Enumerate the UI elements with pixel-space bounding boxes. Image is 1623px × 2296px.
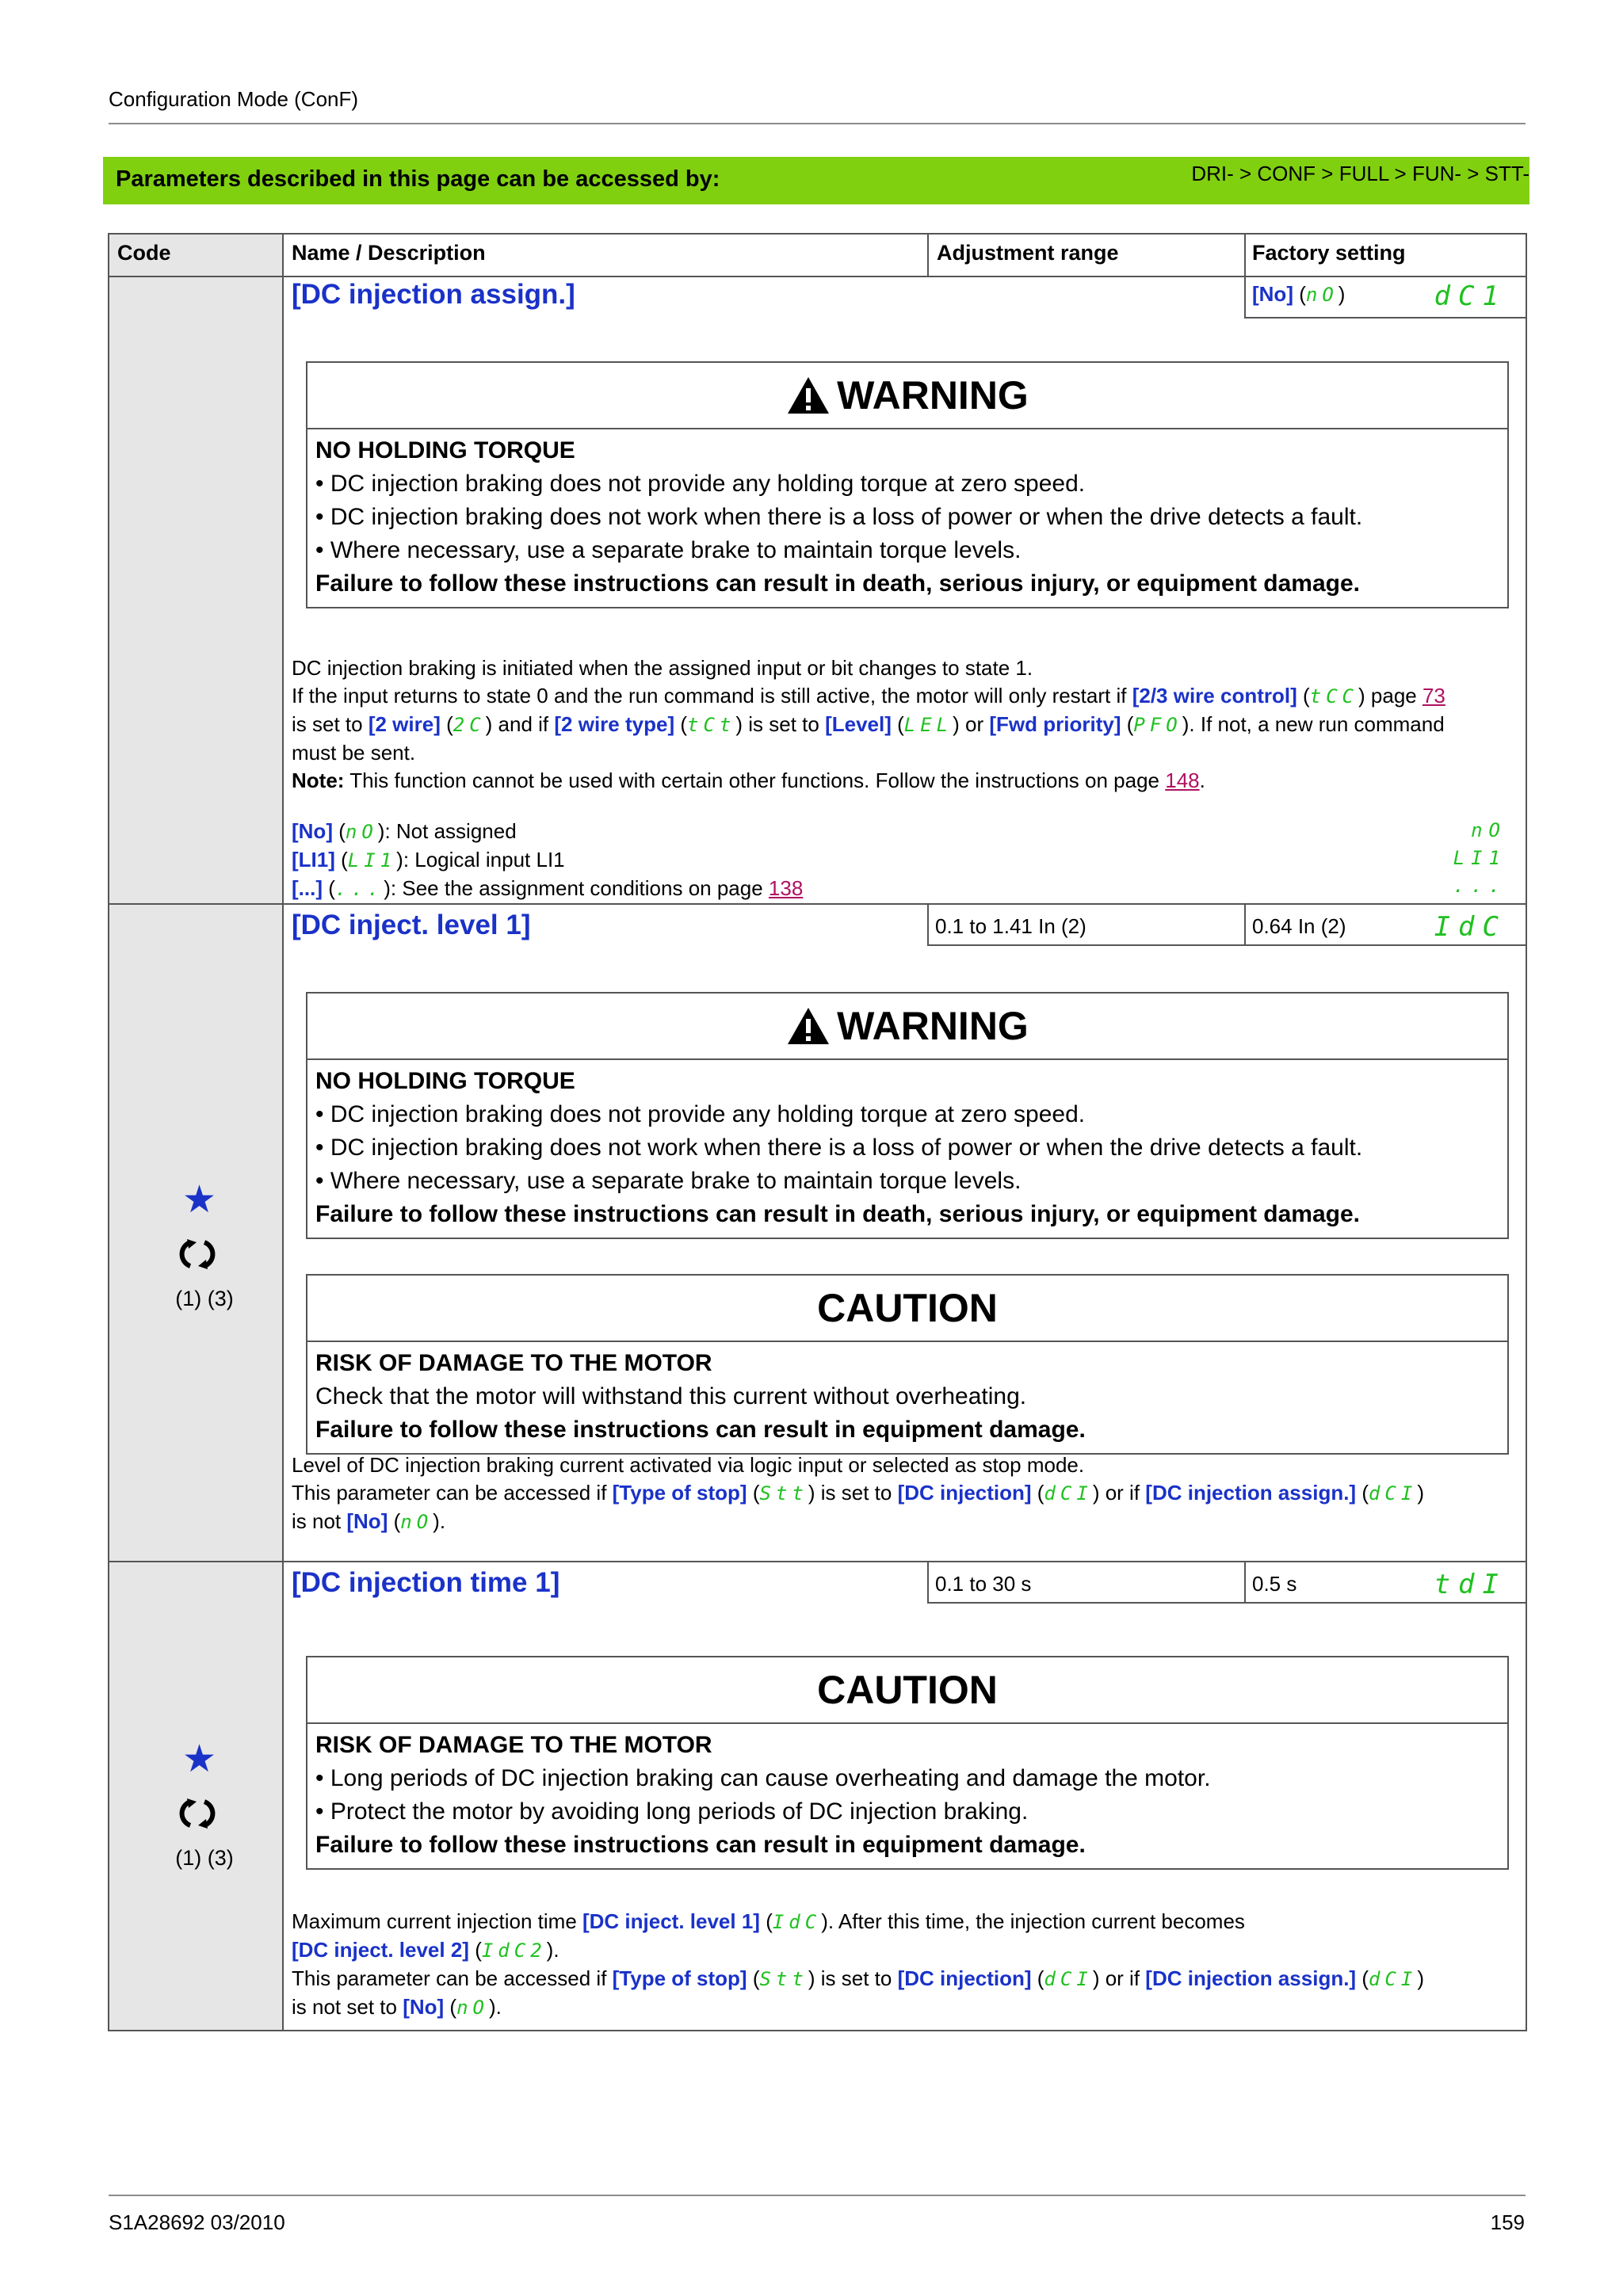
caution-line: • Protect the motor by avoiding long periods of DC injection braking. — [315, 1798, 1029, 1825]
warning-heading: NO HOLDING TORQUE — [315, 1068, 575, 1094]
access-bar-path: DRI- > CONF > FULL > FUN- > STT- — [1191, 162, 1529, 185]
desc-text: This parameter can be accessed if — [292, 1966, 613, 1990]
param-ref: [Level] — [825, 712, 892, 736]
code-ref: 2C — [453, 714, 486, 736]
page-header: Configuration Mode (ConF) — [109, 87, 359, 111]
factory-cell-divider — [1244, 1562, 1246, 1604]
desc-text: . After this time, the injection current becomes — [827, 1909, 1245, 1933]
factory-cell-bottom — [1244, 317, 1527, 318]
desc-text: is set to — [815, 1966, 898, 1990]
desc-text: This function cannot be used with certain other functions. Follow the instructions on page — [344, 769, 1166, 792]
desc-text: or — [959, 712, 990, 736]
caution-heading: RISK OF DAMAGE TO THE MOTOR — [315, 1350, 712, 1376]
adjustment-range-tdi: 0.1 to 30 s — [935, 1572, 1032, 1596]
note-label: Note: — [292, 769, 345, 792]
note-reference: (1) (3) — [175, 1287, 234, 1310]
param-ref: [2 wire type] — [554, 712, 675, 736]
param-code-dc1: dC1 — [1434, 280, 1507, 312]
range-cell-divider — [927, 905, 929, 946]
caution-line: Check that the motor will withstand this current without overheating. — [315, 1383, 1027, 1409]
desc-line — [292, 767, 1520, 795]
warning-box-2 — [306, 992, 1509, 1239]
column-header-factory: Factory setting — [1252, 241, 1406, 265]
desc-text: . — [439, 1509, 446, 1533]
footer-doc-id: S1A28692 03/2010 — [109, 2210, 285, 2234]
code-ref: IdC2 — [481, 1939, 547, 1962]
desc-text: is set to — [292, 712, 369, 736]
desc-text: . If not, a new run command — [1189, 712, 1445, 736]
option-item: [LI1] (LI1): Logical input LI1 — [292, 848, 565, 871]
refresh-icon — [179, 1795, 216, 1832]
paren-close: ) — [1338, 282, 1346, 306]
desc-text: or if — [1099, 1481, 1146, 1505]
footer-page-number: 159 — [1490, 2210, 1525, 2234]
desc-text: is not — [292, 1509, 347, 1533]
factory-setting-tdi: 0.5 s — [1252, 1572, 1297, 1596]
page-link[interactable]: 73 — [1422, 684, 1445, 707]
code-ref: dCI — [1368, 1482, 1418, 1505]
header-divider-range — [927, 235, 929, 277]
param-ref: [Type of stop] — [612, 1481, 747, 1505]
param-ref: [Type of stop] — [612, 1966, 747, 1990]
desc-text: or if — [1099, 1966, 1146, 1990]
param-ref: [Fwd priority] — [989, 712, 1121, 736]
warning-line: • DC injection braking does not provide any holding torque at zero speed. — [315, 471, 1086, 497]
warning-triangle-icon — [786, 376, 831, 415]
caution-box-1 — [306, 1274, 1509, 1455]
param-description-dc1 — [292, 654, 1520, 795]
code-ref: tCt — [687, 714, 736, 736]
param-name-dc-injection-assign: [DC injection assign.] — [292, 279, 575, 310]
desc-line: [DC inject. level 2] (IdC2). — [292, 1938, 559, 1962]
option-list — [292, 818, 1520, 903]
warning-footer: Failure to follow these instructions can result in death, serious injury, or equipment damage. — [315, 570, 1361, 597]
param-description-tdi — [292, 1908, 1520, 2022]
code-ref: Stt — [759, 1482, 808, 1505]
warning-line: • DC injection braking does not work when there is a loss of power or when the drive detects a fault. — [315, 1135, 1363, 1161]
param-ref: [DC injection] — [897, 1966, 1032, 1990]
code-ref: IdC — [772, 1911, 822, 1933]
desc-text: is set to — [743, 712, 826, 736]
param-ref: [DC injection] — [897, 1481, 1032, 1505]
code-ref: nO — [456, 1997, 489, 2019]
desc-text: page — [1365, 684, 1423, 707]
desc-line: is set to [2 wire] (2C) and if [2 wire type] (tCt) is set to [Level] (LEL) or [Fwd priority] (PFO). If not, a new run command — [292, 712, 1445, 736]
option-code: LI1 — [1453, 847, 1507, 869]
option-label: [No] — [292, 819, 333, 843]
row-divider-2 — [109, 1561, 1527, 1562]
param-code-tdi: tdI — [1434, 1569, 1507, 1600]
desc-text: Maximum current injection time — [292, 1909, 582, 1933]
code-ref: LEL — [903, 714, 953, 736]
warning-title-text: WARNING — [837, 373, 1029, 418]
desc-line: must be sent. — [292, 741, 416, 765]
param-ref: [DC injection assign.] — [1145, 1966, 1357, 1990]
caution-title-2: CAUTION — [307, 1657, 1507, 1724]
param-ref: [DC injection assign.] — [1145, 1481, 1357, 1505]
factory-setting-idc: 0.64 In (2) — [1252, 914, 1346, 938]
option-code-inline: nO — [345, 821, 378, 843]
desc-text: . — [1199, 769, 1205, 792]
desc-text: This parameter can be accessed if — [292, 1481, 613, 1505]
desc-text: is set to — [815, 1481, 898, 1505]
desc-line: is not [No] (nO). — [292, 1509, 446, 1533]
caution-footer: Failure to follow these instructions can result in equipment damage. — [315, 1832, 1086, 1858]
warning-triangle-icon — [786, 1006, 831, 1046]
warning-line: • DC injection braking does not provide any holding torque at zero speed. — [315, 1101, 1086, 1127]
page-link[interactable]: 148 — [1165, 769, 1200, 792]
factory-label: [No] — [1252, 282, 1293, 306]
param-description-idc — [292, 1451, 1520, 1536]
code-ref: dCI — [1368, 1968, 1418, 1990]
desc-text: is not set to — [292, 1995, 403, 2019]
factory-cell-divider — [1244, 905, 1246, 946]
note-reference: (1) (3) — [175, 1846, 234, 1870]
warning-heading: NO HOLDING TORQUE — [315, 437, 575, 463]
factory-setting-dc1 — [1252, 282, 1345, 307]
access-bar-label: Parameters described in this page can be accessed by: — [116, 166, 720, 192]
option-item: [...] (...): See the assignment conditions on page 138 — [292, 876, 804, 900]
param-ref: [2 wire] — [368, 712, 441, 736]
value-cells-bottom — [927, 1602, 1527, 1604]
column-header-code: Code — [117, 241, 171, 265]
option-code: ... — [1453, 875, 1507, 897]
warning-box-1 — [306, 361, 1509, 608]
param-code-idc: IdC — [1434, 911, 1507, 943]
desc-line: If the input returns to state 0 and the run command is still active, the motor will only restart if [2/3 wire control] (tCC) page 73 — [292, 684, 1445, 707]
footer-rule — [109, 2195, 1526, 2196]
caution-box-2 — [306, 1656, 1509, 1870]
param-ref: [DC inject. level 2] — [292, 1938, 469, 1962]
adjustment-range-idc: 0.1 to 1.41 In (2) — [935, 914, 1086, 938]
desc-line: is not set to [No] (nO). — [292, 1995, 502, 2019]
warning-title-2 — [307, 994, 1507, 1060]
desc-text: If the input returns to state 0 and the run command is still active, the motor will only restart if — [292, 684, 1132, 707]
page-link[interactable]: 138 — [768, 876, 804, 900]
range-cell-divider — [927, 1562, 929, 1604]
param-ref: [No] — [346, 1509, 388, 1533]
header-row-divider — [109, 276, 1527, 277]
warning-line: • Where necessary, use a separate brake to maintain torque levels. — [315, 537, 1022, 563]
desc-text: and if — [492, 712, 555, 736]
option-text: : Not assigned — [384, 819, 517, 843]
param-name-dc-injection-time-1: [DC injection time 1] — [292, 1567, 560, 1598]
caution-line: • Long periods of DC injection braking can cause overheating and damage the motor. — [315, 1765, 1211, 1791]
param-ref: [No] — [403, 1995, 445, 2019]
option-label: [LI1] — [292, 848, 335, 871]
column-header-name: Name / Description — [292, 241, 486, 265]
warning-line: • DC injection braking does not work when there is a loss of power or when the drive detects a fault. — [315, 504, 1363, 530]
parameter-table — [108, 233, 1527, 2031]
option-item: [No] (nO): Not assigned — [292, 819, 517, 843]
row-divider-1 — [109, 903, 1527, 905]
header-divider-factory — [1244, 235, 1246, 277]
code-ref: tCC — [1309, 685, 1358, 707]
warning-title-text: WARNING — [837, 1004, 1029, 1048]
desc-line: Level of DC injection braking current activated via logic input or selected as stop mode. — [292, 1453, 1085, 1477]
code-ref: dCI — [1044, 1968, 1093, 1990]
value-cells-bottom — [927, 944, 1527, 946]
desc-text: . — [553, 1938, 559, 1962]
desc-text: . — [495, 1995, 502, 2019]
desc-line: This parameter can be accessed if [Type of stop] (Stt) is set to [DC injection] (dCI) or if [DC injection assign.] (dCI) — [292, 1966, 1425, 1990]
option-text: : See the assignment conditions on page — [390, 876, 769, 900]
param-name-dc-inject-level-1: [DC inject. level 1] — [292, 910, 531, 940]
code-ref: Stt — [759, 1968, 808, 1990]
code-ref: PFO — [1133, 714, 1182, 736]
star-icon: ★ — [182, 1738, 217, 1780]
param-ref: [2/3 wire control] — [1132, 684, 1297, 707]
star-icon: ★ — [182, 1179, 217, 1221]
option-code: nO — [1471, 819, 1507, 841]
desc-line: This parameter can be accessed if [Type of stop] (Stt) is set to [DC injection] (dCI) or if [DC injection assign.] (dCI) — [292, 1481, 1425, 1505]
warning-line: • Where necessary, use a separate brake to maintain torque levels. — [315, 1168, 1022, 1194]
column-header-range: Adjustment range — [937, 241, 1119, 265]
access-bar — [103, 157, 1529, 204]
option-code-inline: LI1 — [347, 849, 397, 871]
option-text: : Logical input LI1 — [403, 848, 565, 871]
param-ref: [DC inject. level 1] — [582, 1909, 760, 1933]
caution-footer: Failure to follow these instructions can result in equipment damage. — [315, 1417, 1086, 1443]
option-code-inline: ... — [334, 878, 384, 900]
desc-line: DC injection braking is initiated when the assigned input or bit changes to state 1. — [292, 656, 1033, 680]
warning-title-1 — [307, 363, 1507, 429]
code-ref: dCI — [1044, 1482, 1093, 1505]
paren-open: ( — [1299, 282, 1306, 306]
warning-footer: Failure to follow these instructions can result in death, serious injury, or equipment damage. — [315, 1201, 1361, 1227]
header-rule — [109, 123, 1526, 124]
caution-title-1: CAUTION — [307, 1276, 1507, 1342]
factory-cell-divider — [1244, 277, 1246, 318]
refresh-icon — [179, 1236, 216, 1272]
factory-code: nO — [1305, 284, 1338, 306]
desc-line: Maximum current injection time [DC inject. level 1] (IdC). After this time, the injection current becomes — [292, 1909, 1245, 1933]
code-ref: nO — [400, 1511, 433, 1533]
caution-heading: RISK OF DAMAGE TO THE MOTOR — [315, 1732, 712, 1758]
option-label: [...] — [292, 876, 323, 900]
